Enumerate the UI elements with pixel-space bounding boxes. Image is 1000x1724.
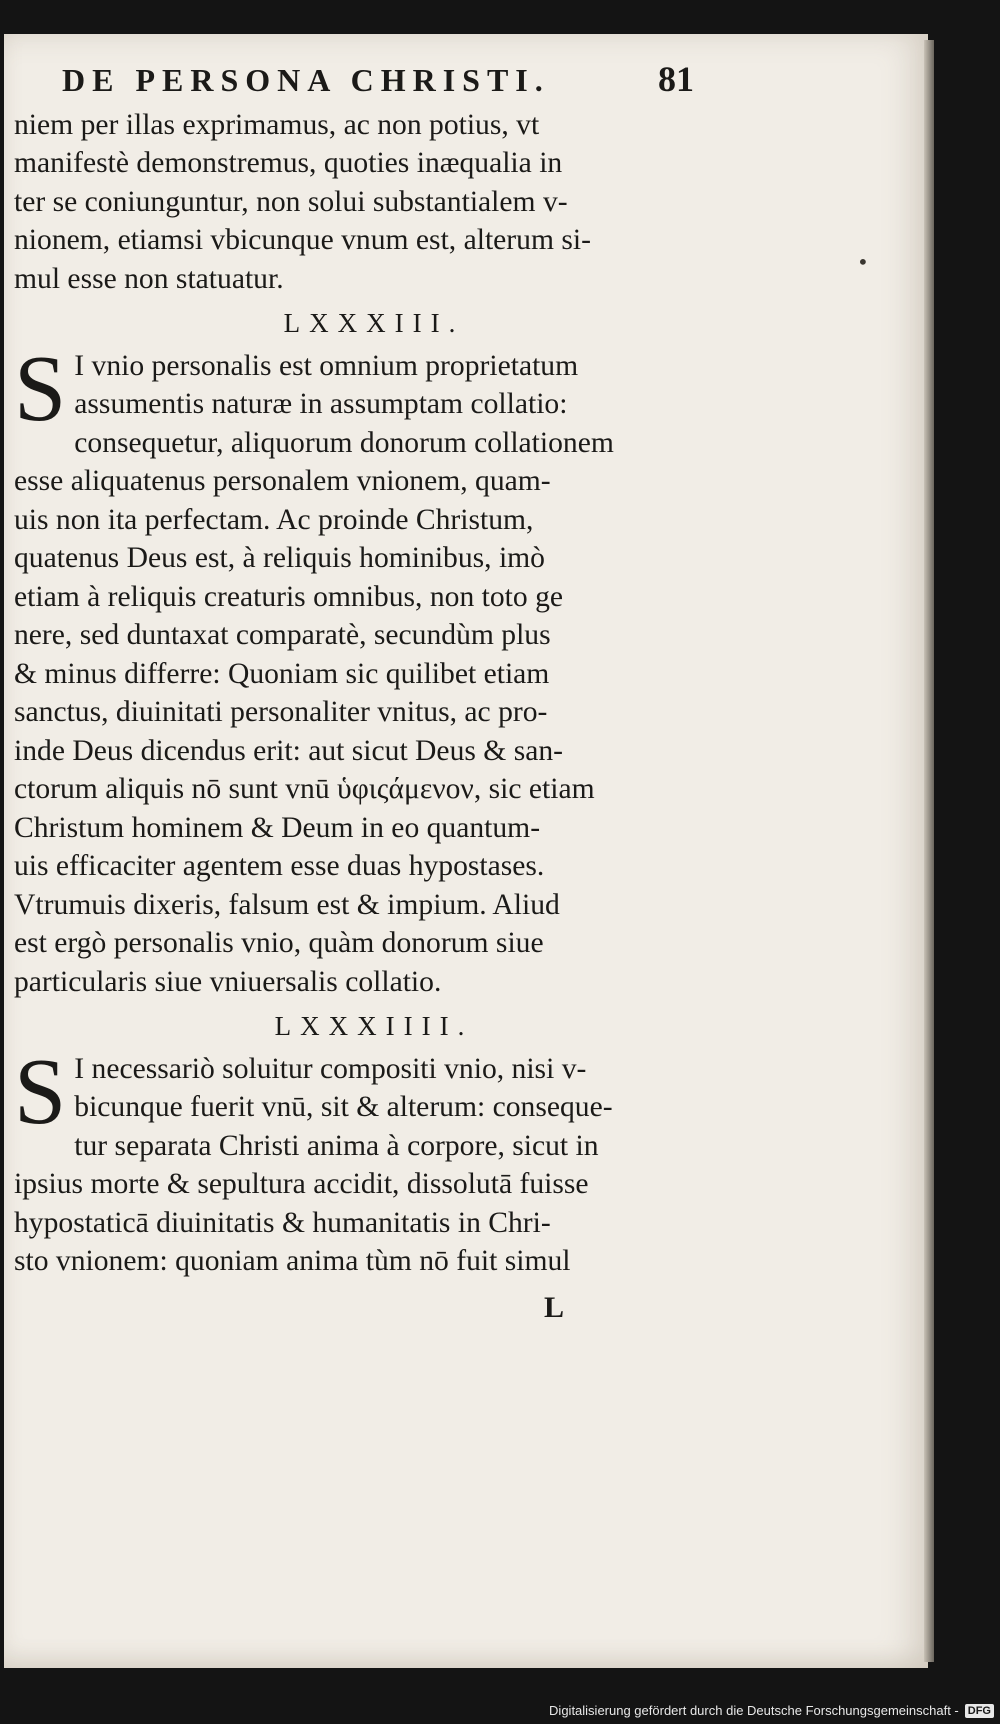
footer-credit <box>549 1703 994 1718</box>
text-line: bicunque fuerit vnū, sit & alterum: conseque- <box>74 1091 613 1123</box>
running-head <box>62 60 694 100</box>
drop-cap: S <box>14 336 67 441</box>
text-line: consequetur, aliquorum donorum collationem <box>74 426 614 459</box>
text-line: particularis siue vniuersalis collatio. <box>14 965 442 998</box>
text-line: & minus differre: Quoniam sic quilibet etiam <box>14 657 550 690</box>
text-line: sto vnionem: quoniam anima tùm nō fuit simul <box>14 1245 571 1277</box>
text-line: est ergò personalis vnio, quàm donorum siue <box>14 927 544 959</box>
paragraph-continued <box>14 106 694 299</box>
text-line: Christum hominem & Deum in eo quantum- <box>14 811 541 844</box>
running-head-title: DE PERSONA CHRISTI. <box>62 62 550 98</box>
text-line: manifestè demonstremus, quoties inæqualia in <box>14 147 563 179</box>
page-mark: • <box>857 250 869 274</box>
text-line: esse aliquatenus personalem vnionem, quam- <box>14 465 551 497</box>
text-line: etiam à reliquis creaturis omnibus, non toto ge <box>14 580 564 613</box>
paragraph-84 <box>14 1039 694 1281</box>
text-line: nere, sed duntaxat comparatè, secundùm plus <box>14 619 551 651</box>
text-line: ctorum aliquis nō sunt vnū ὑφιςάμενον, sic etiam <box>14 773 595 805</box>
text-line: uis non ita perfectam. Ac proinde Christum, <box>14 503 534 536</box>
section-number: LXXXIIII. <box>274 1011 474 1041</box>
page-number: 81 <box>658 59 694 99</box>
text-line: assumentis naturæ in assumptam collatio: <box>74 388 568 420</box>
text-line: I necessariò soluitur compositi vnio, nisi v- <box>74 1052 587 1085</box>
text-line: ter se coniunguntur, non solui substantialem v- <box>14 185 568 218</box>
text-line: ipsius morte & sepultura accidit, dissolutā fuisse <box>14 1168 589 1200</box>
text-line: mul esse non statuatur. <box>14 262 284 295</box>
text-line: inde Deus dicendus erit: aut sicut Deus & san- <box>14 734 564 767</box>
text-line: niem per illas exprimamus, ac non potius, vt <box>14 108 540 141</box>
drop-cap: S <box>14 1039 67 1144</box>
text-line: uis efficaciter agentem esse duas hypostases. <box>14 850 545 882</box>
text-line: Vtrumuis dixeris, falsum est & impium. Aliud <box>14 888 560 921</box>
signature-mark: L <box>543 1290 564 1324</box>
text-line: quatenus Deus est, à reliquis hominibus, imò <box>14 542 545 574</box>
text-line: tur separata Christi anima à corpore, sicut in <box>74 1129 599 1162</box>
text-line: sanctus, diuinitati personaliter vnitus, ac pro- <box>14 696 548 728</box>
text-line: nionem, etiamsi vbicunque vnum est, alterum si- <box>14 224 591 256</box>
paragraph-83 <box>14 336 694 1002</box>
funding-note: Digitalisierung gefördert durch die Deutsche Forschungsgemeinschaft - <box>549 1703 959 1718</box>
text-line: I vnio personalis est omnium proprietatum <box>74 349 579 382</box>
section-number: LXXXIII. <box>283 308 465 338</box>
page-edge <box>924 40 934 1662</box>
dfg-logo: DFG <box>965 1704 994 1718</box>
text-line: hypostaticā diuinitatis & humanitatis in Chri- <box>14 1206 551 1239</box>
page-text <box>14 60 694 1327</box>
